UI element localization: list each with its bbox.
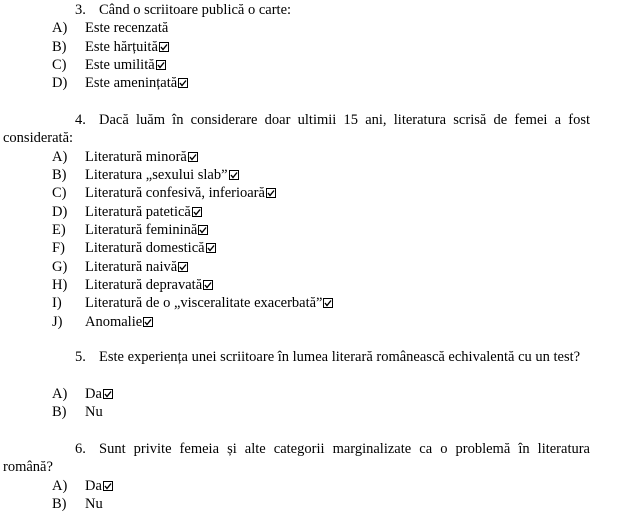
answer-option bbox=[52, 221, 208, 239]
answer-option bbox=[52, 495, 103, 513]
option-text: Literatură de o „visceralitate exacerbată” bbox=[85, 295, 323, 312]
checked-box-icon bbox=[103, 386, 113, 396]
option-text: Da bbox=[85, 477, 102, 494]
option-text: Este umilită bbox=[85, 56, 155, 73]
question-text: Dacă luăm în considerare doar ultimii 15 ani, literatura scrisă de femei a fost considerată: bbox=[3, 112, 590, 147]
checked-box-icon bbox=[188, 149, 198, 159]
checked-box-icon bbox=[266, 185, 276, 195]
checked-box-icon bbox=[206, 240, 216, 250]
option-text: Literatură domestică bbox=[85, 240, 205, 257]
checked-box-icon bbox=[178, 259, 188, 269]
option-letter: B) bbox=[52, 167, 67, 184]
option-text: Anomalie bbox=[85, 313, 143, 330]
option-letter: D) bbox=[52, 75, 68, 92]
question-number: 3. bbox=[75, 2, 86, 18]
question bbox=[3, 1, 590, 19]
option-letter: A) bbox=[52, 20, 68, 37]
question-number: 6. bbox=[75, 441, 86, 457]
answer-option bbox=[52, 276, 213, 294]
option-text: Literatură patetică bbox=[85, 203, 191, 220]
option-letter: F) bbox=[52, 240, 65, 257]
question bbox=[3, 111, 590, 148]
option-text: Literatură feminină bbox=[85, 222, 198, 238]
checked-box-icon bbox=[203, 277, 213, 287]
answer-option bbox=[52, 74, 188, 92]
answer-option bbox=[52, 403, 103, 421]
question-text: Sunt privite femeia și alte categorii marginalizate ca o problemă în literatura română? bbox=[3, 441, 590, 476]
option-letter: D) bbox=[52, 203, 68, 220]
question bbox=[3, 440, 590, 477]
option-text: Literatură minoră bbox=[85, 148, 187, 165]
answer-option bbox=[52, 203, 202, 221]
answer-option bbox=[52, 19, 168, 37]
option-text: Literatura „sexului slab” bbox=[85, 167, 228, 184]
answer-option bbox=[52, 385, 113, 403]
answer-option bbox=[52, 148, 198, 166]
option-letter: E) bbox=[52, 222, 66, 238]
option-text: Literatură confesivă, inferioară bbox=[85, 185, 265, 202]
answer-option bbox=[52, 239, 216, 257]
option-text: Este hărțuită bbox=[85, 38, 158, 55]
answer-option bbox=[52, 477, 113, 495]
option-text: Nu bbox=[85, 404, 103, 421]
option-letter: B) bbox=[52, 404, 67, 421]
option-letter: C) bbox=[52, 185, 67, 202]
option-letter: B) bbox=[52, 38, 67, 55]
question-text: Când o scriitoare publică o carte: bbox=[99, 2, 292, 18]
checked-box-icon bbox=[323, 295, 333, 305]
checked-box-icon bbox=[143, 314, 153, 324]
question-number: 5. bbox=[75, 349, 86, 365]
option-text: Este recenzată bbox=[85, 20, 169, 37]
checked-box-icon bbox=[192, 204, 202, 214]
option-letter: A) bbox=[52, 477, 68, 494]
option-letter: A) bbox=[52, 385, 68, 402]
answer-option bbox=[52, 56, 166, 74]
checked-box-icon bbox=[156, 57, 166, 67]
checked-box-icon bbox=[198, 222, 208, 232]
checked-box-icon bbox=[229, 167, 239, 177]
answer-option bbox=[52, 38, 169, 56]
option-letter: A) bbox=[52, 148, 68, 165]
option-text: Literatură naivă bbox=[85, 258, 178, 275]
option-letter: H) bbox=[52, 276, 68, 293]
option-text: Da bbox=[85, 385, 102, 402]
answer-option bbox=[52, 313, 153, 331]
checked-box-icon bbox=[159, 39, 169, 49]
option-letter: G) bbox=[52, 258, 68, 275]
answer-option bbox=[52, 294, 333, 312]
checked-box-icon bbox=[178, 75, 188, 85]
option-text: Nu bbox=[85, 496, 103, 513]
option-text: Este amenințată bbox=[85, 75, 178, 92]
checked-box-icon bbox=[103, 478, 113, 488]
option-letter: B) bbox=[52, 496, 67, 513]
question-number: 4. bbox=[75, 112, 86, 128]
answer-option bbox=[52, 258, 188, 276]
question bbox=[3, 348, 590, 366]
option-letter: J) bbox=[52, 313, 63, 330]
question-text: Este experiența unei scriitoare în lumea literară românească echivalentă cu un test? bbox=[99, 349, 581, 365]
option-letter: C) bbox=[52, 56, 67, 73]
answer-option bbox=[52, 184, 276, 202]
answer-option bbox=[52, 166, 239, 184]
option-text: Literatură depravată bbox=[85, 276, 203, 293]
option-letter: I) bbox=[52, 295, 62, 312]
